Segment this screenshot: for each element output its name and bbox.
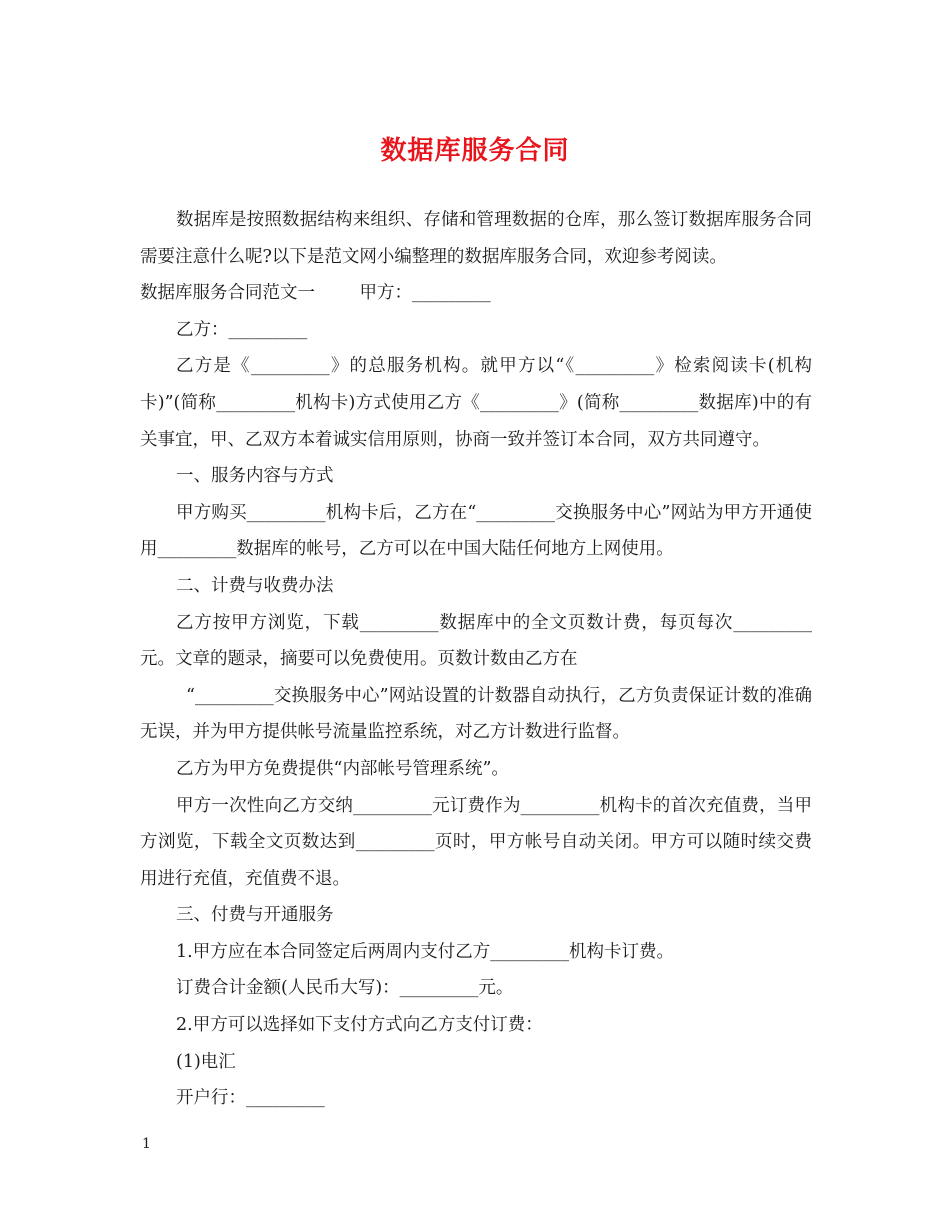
- paragraph-sample-party-a: 数据库服务合同范文一 甲方：_________: [140, 283, 491, 304]
- paragraph-billing-d: 甲方一次性向乙方交纳_________元订费作为_________机构卡的首次充值费，当甲方浏览，下载全文页数达到_________页时，甲方帐号自动关闭。甲方可以随时续交费用进行充值，充值费不退。: [140, 795, 812, 889]
- page-number: 1: [142, 1136, 151, 1152]
- paragraph-billing-c: 乙方为甲方免费提供“内部帐号管理系统”。: [176, 758, 509, 779]
- paragraph-payment-bank: 开户行：_________: [176, 1088, 325, 1109]
- paragraph-billing-b: “_________交换服务中心”网站设置的计数器自动执行，乙方负责保证计数的准确无误，并为甲方提供帐号流量监控系统，对乙方计数进行监督。: [140, 685, 812, 743]
- section-heading-billing: 二、计费与收费办法: [176, 575, 334, 596]
- paragraph-payment-item-2: 2.甲方可以选择如下支付方式向乙方支付订费：: [176, 1015, 543, 1036]
- paragraph-party-b: 乙方：_________: [176, 319, 308, 340]
- paragraph-intro: 数据库是按照数据结构来组织、存储和管理数据的仓库，那么签订数据库服务合同需要注意什么呢?以下是范文网小编整理的数据库服务合同，欢迎参考阅读。: [140, 210, 812, 267]
- document-title: 数据库服务合同: [380, 136, 570, 166]
- paragraph-preamble: 乙方是《_________》的总服务机构。就甲方以“《_________》检索阅读卡(机构卡)”(简称_________机构卡)方式使用乙方《_________》(简称_________数据库)中的有关事宜，甲、乙双方本着诚实信用原则，协商一致并签订本合同，双方共同遵守。: [140, 356, 812, 450]
- paragraph-billing-a: 乙方按甲方浏览，下载_________数据库中的全文页数计费，每页每次_________元。文章的题录，摘要可以免费使用。页数计数由乙方在: [140, 612, 812, 670]
- section-heading-payment: 三、付费与开通服务: [176, 905, 334, 926]
- document-body: [140, 202, 812, 1117]
- section-heading-service: 一、服务内容与方式: [176, 466, 334, 487]
- paragraph-service-body: 甲方购买_________机构卡后，乙方在“_________交换服务中心”网站为甲方开通使用_________数据库的帐号，乙方可以在中国大陆任何地方上网使用。: [140, 502, 812, 560]
- paragraph-payment-total: 订费合计金额(人民币大写)：_________元。: [176, 978, 514, 999]
- paragraph-payment-item-1: 1.甲方应在本合同签定后两周内支付乙方_________机构卡订费。: [176, 941, 674, 962]
- paragraph-payment-wire: (1)电汇: [176, 1051, 236, 1072]
